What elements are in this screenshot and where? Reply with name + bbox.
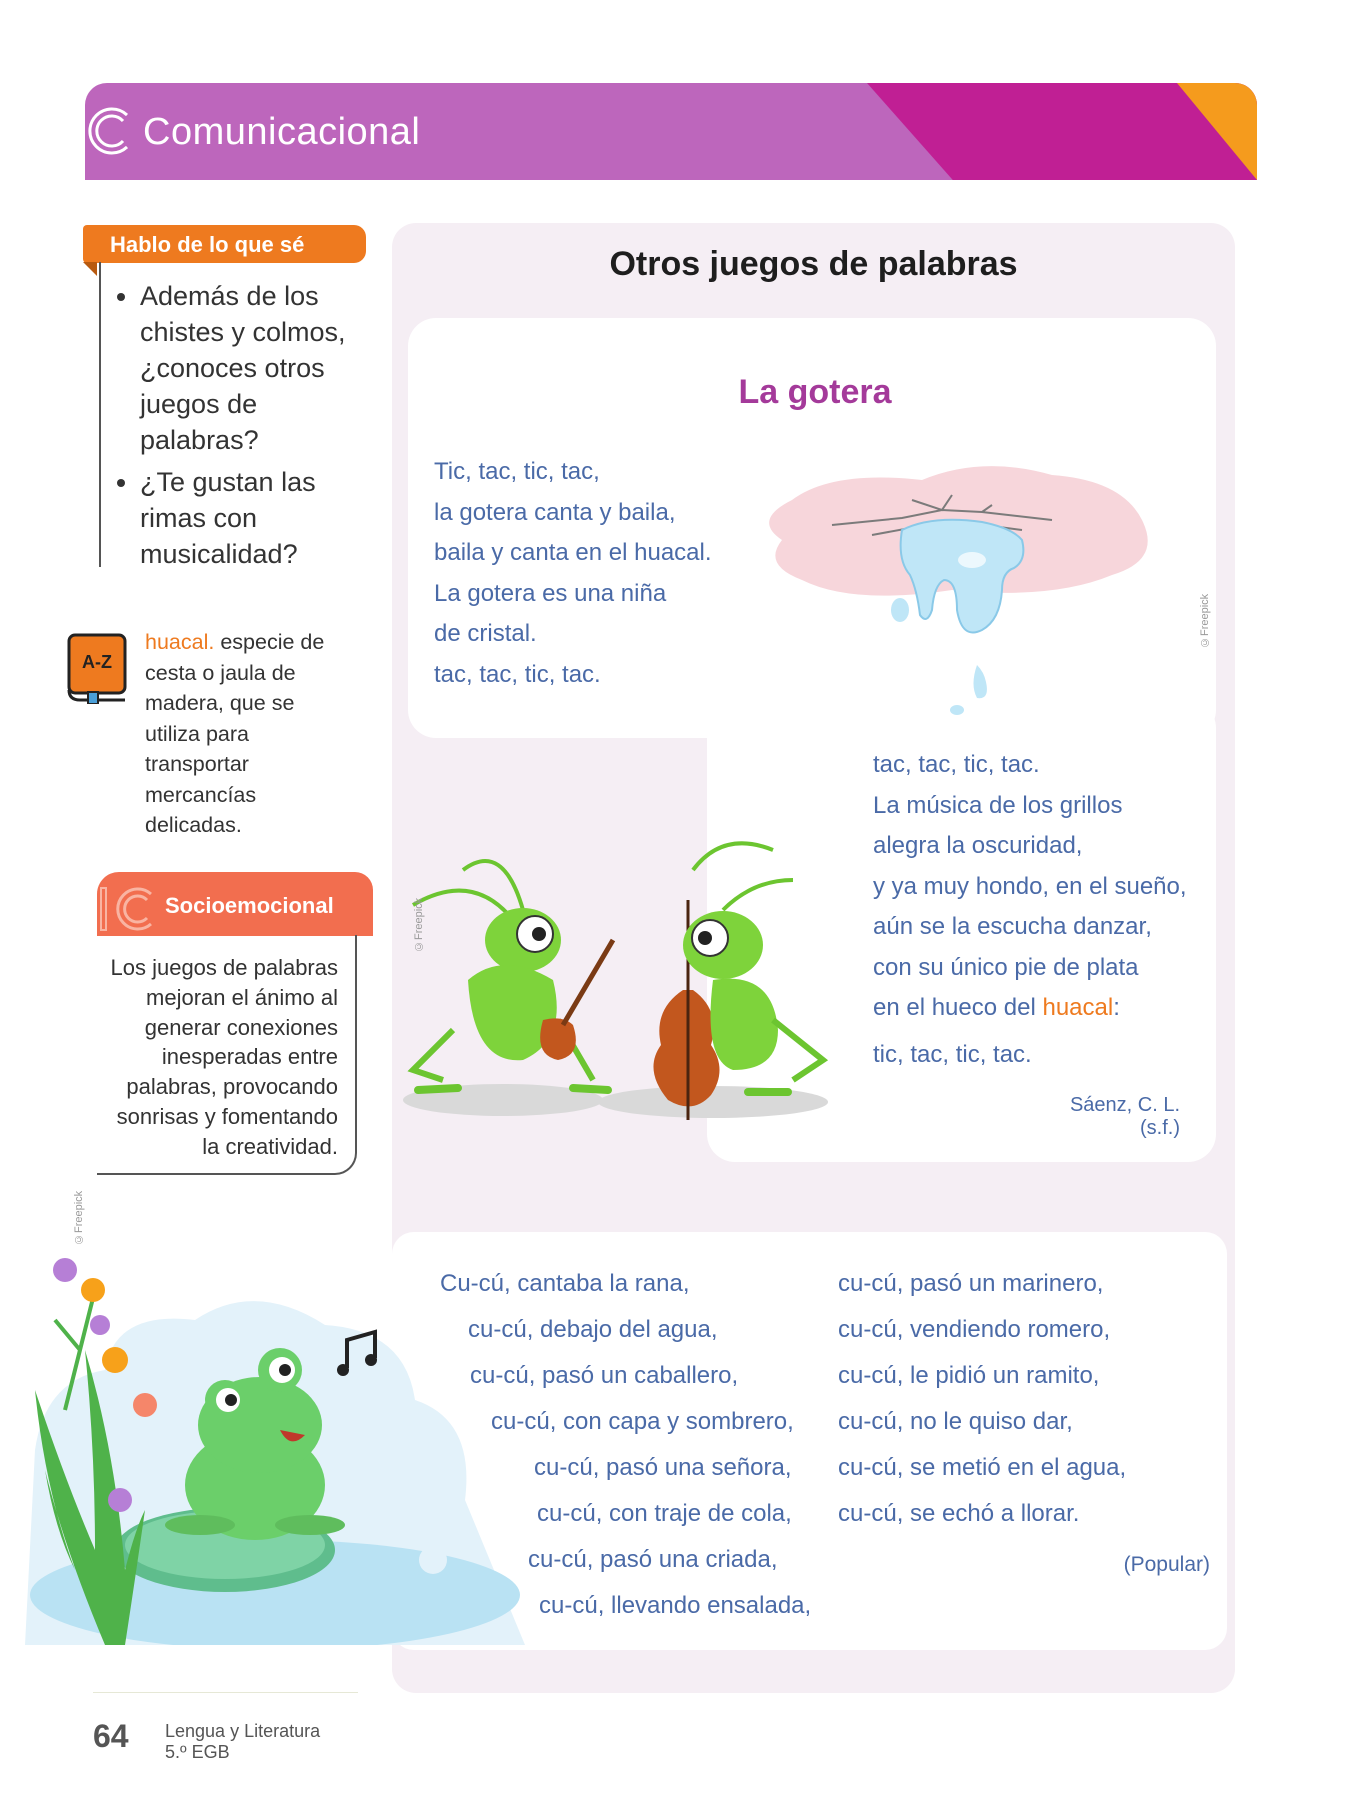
rana-line: cu-cú, se echó a llorar. bbox=[838, 1500, 1080, 1527]
rana-line: cu-cú, pasó una criada, bbox=[528, 1546, 778, 1573]
rana-column-left bbox=[420, 1261, 812, 1629]
glossary-definition: especie de cesta o jaula de madera, que se utiliza para transportar mercancías delicadas. bbox=[145, 630, 325, 837]
poem-line: la gotera canta y baila, bbox=[434, 498, 676, 526]
footer-subject: Lengua y Literatura bbox=[165, 1721, 321, 1741]
poem-line: alegra la oscuridad, bbox=[873, 832, 1083, 859]
poem-stanza-2 bbox=[873, 745, 1187, 1075]
footer-divider bbox=[93, 1692, 358, 1693]
highlighted-word: huacal bbox=[1042, 994, 1114, 1021]
poem-stanza-1 bbox=[434, 452, 712, 695]
rana-line: cu-cú, no le quiso dar, bbox=[838, 1408, 1073, 1435]
section-logo-icon bbox=[85, 105, 131, 157]
poem-line: con su único pie de plata bbox=[873, 953, 1139, 981]
poem-line: La gotera es una niña bbox=[434, 579, 667, 607]
image-credit: ©Freepick bbox=[413, 897, 425, 952]
poem-line: de cristal. bbox=[434, 620, 537, 647]
rana-line: cu-cú, llevando ensalada, bbox=[539, 1592, 812, 1619]
hablo-label: Hablo de lo que sé bbox=[110, 232, 305, 257]
poem-line: La música de los grillos bbox=[873, 791, 1123, 819]
image-credit: ©Freepick bbox=[73, 1190, 85, 1245]
rana-column-right bbox=[838, 1261, 1126, 1537]
footer-grade: 5.º EGB bbox=[165, 1742, 230, 1762]
dua-subtitle: Participación bbox=[1009, 52, 1141, 75]
question-item: • ¿Te gustan las rimas con musicalidad? bbox=[140, 464, 360, 572]
poem-title: La gotera bbox=[738, 373, 892, 411]
socio-logo-icon bbox=[99, 884, 159, 934]
rana-line: cu-cú, con capa y sombrero, bbox=[491, 1408, 794, 1435]
question-list bbox=[115, 278, 360, 578]
rana-line: cu-cú, pasó un caballero, bbox=[470, 1362, 739, 1389]
poem-line: baila y canta en el huacal. bbox=[434, 539, 712, 566]
poem-line: tac, tac, tic, tac. bbox=[873, 751, 1040, 778]
water-drop-illustration bbox=[752, 460, 1162, 720]
section-header bbox=[85, 83, 1257, 180]
page-title: Otros juegos de palabras bbox=[609, 245, 1018, 283]
poem-line: tac, tac, tic, tac. bbox=[434, 660, 601, 688]
poem-line: en el hueco del huacal: bbox=[873, 994, 1120, 1021]
poem-author: Sáenz, C. L. (s.f.) bbox=[1069, 1094, 1180, 1139]
rana-line: cu-cú, se metió en el agua, bbox=[838, 1454, 1127, 1481]
glossary-term: huacal. bbox=[145, 630, 215, 654]
rana-source: (Popular) bbox=[1123, 1553, 1210, 1576]
rana-line: Cu-cú, cantaba la rana, bbox=[440, 1270, 690, 1297]
hablo-divider bbox=[99, 262, 101, 567]
poem-line: Tic, tac, tic, tac, bbox=[434, 458, 600, 485]
poem-line: aún se la escucha danzar, bbox=[873, 913, 1152, 940]
question-item: • Además de los chistes y colmos, ¿conoces otros juegos de palabras? bbox=[140, 278, 360, 458]
dictionary-icon bbox=[66, 632, 128, 704]
dua-title: DUA bbox=[1046, 20, 1104, 50]
rana-line: cu-cú, pasó un marinero, bbox=[838, 1270, 1104, 1297]
glossary-entry bbox=[145, 627, 345, 841]
rana-line: cu-cú, con traje de cola, bbox=[537, 1500, 792, 1527]
socio-label: Socioemocional bbox=[165, 893, 334, 918]
rana-line: cu-cú, debajo del agua, bbox=[468, 1316, 718, 1343]
rana-line: cu-cú, pasó una señora, bbox=[534, 1454, 792, 1481]
section-title: Comunicacional bbox=[143, 111, 421, 153]
socio-text: Los juegos de palabras mejoran el ánimo al generar conexiones inesperadas entre palabras, provocando sonrisas y fomentando la creatividad. bbox=[110, 955, 338, 1159]
image-credit: ©Freepick bbox=[1199, 593, 1211, 648]
rana-line: cu-cú, vendiendo romero, bbox=[838, 1316, 1111, 1343]
page-number: 64 bbox=[93, 1718, 129, 1754]
hablo-tab-fold bbox=[83, 262, 97, 276]
poem-line: tic, tac, tic, tac. bbox=[873, 1040, 1032, 1068]
crickets-illustration bbox=[393, 830, 853, 1130]
svg-text:A-Z: A-Z bbox=[82, 652, 112, 672]
poem-line: y ya muy hondo, en el sueño, bbox=[873, 872, 1187, 900]
rana-line: cu-cú, le pidió un ramito, bbox=[838, 1362, 1100, 1389]
